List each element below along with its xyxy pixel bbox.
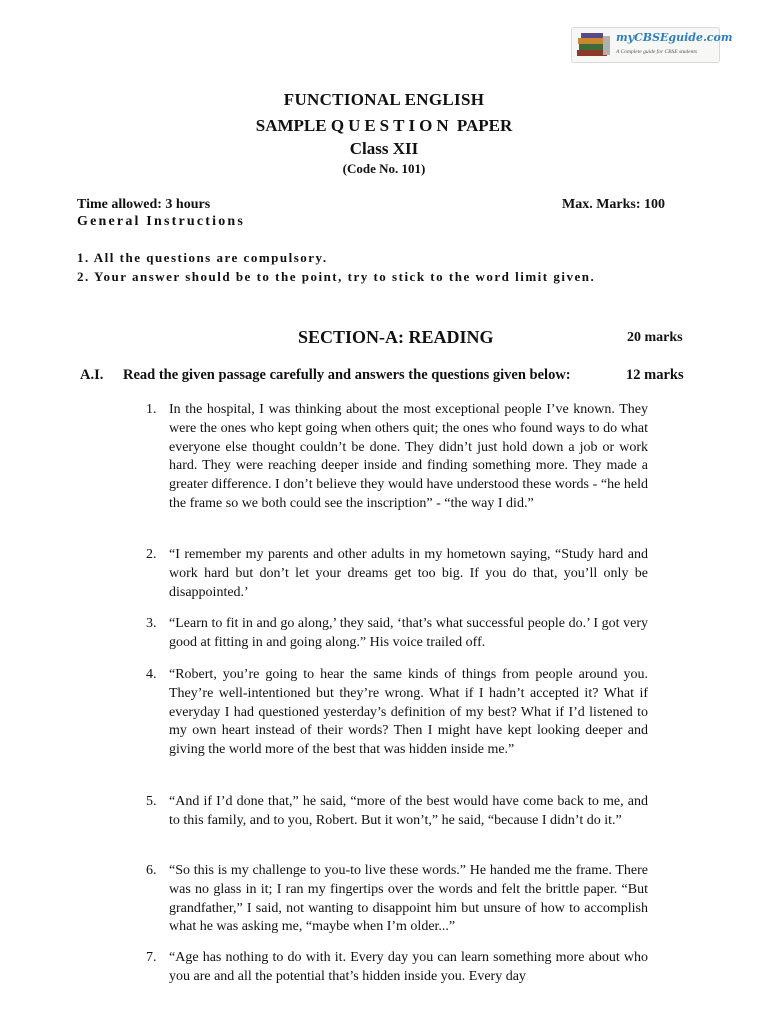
passage-paragraph	[146, 949, 648, 987]
paragraph-text: “Learn to fit in and go along,’ they said, ‘that’s what successful people do.’ I got very good at fitting in and going along.” His voice trailed off.	[169, 616, 648, 650]
paragraph-number: 6.	[146, 863, 157, 878]
section-marks: 20 marks	[627, 330, 683, 345]
class-label: Class XII	[349, 139, 419, 158]
paragraph-text: “And if I’d done that,” he said, “more of the best would have come back to me, and to this family, and to you, Robert. But it won’t,” he said, “because I didn’t do it.”	[169, 794, 648, 828]
max-marks: Max. Marks: 100	[562, 197, 666, 212]
paragraph-number: 3.	[146, 616, 157, 631]
passage-paragraph	[146, 401, 648, 514]
question-marks: 12 marks	[626, 367, 684, 383]
question-text: Read the given passage carefully and answers the questions given below:	[123, 367, 571, 383]
paragraph-text: “I remember my parents and other adults in my hometown saying, “Study hard and work hard but don’t let your dreams get too big. If you do that, you’ll only be disappointed.’	[169, 547, 648, 600]
subtitle-pre: SAMPLE	[255, 116, 331, 135]
paragraph-number: 1.	[146, 402, 157, 417]
logo-tagline: A Complete guide for CBSE students	[616, 49, 698, 55]
question-number: A.I.	[80, 367, 104, 383]
paragraph-text: “Robert, you’re going to hear the same kinds of things from people around you. They’re well-intentioned but they’re wrong. What if I hadn’t accepted it? What if everyday I had questioned yesterday’s definition of my best? What if I’d listened to my own heart instead of their words? Then I might have kept looking deeper and giving the world more of the best that was hidden inside me.”	[169, 667, 648, 758]
paragraph-number: 4.	[146, 667, 157, 682]
subtitle-spaced: QUESTION	[330, 116, 453, 135]
time-allowed: Time allowed: 3 hours	[77, 197, 211, 212]
passage-paragraph	[146, 615, 648, 653]
paragraph-number: 2.	[146, 547, 157, 562]
paragraph-number: 5.	[146, 794, 157, 809]
subject-code: (Code No. 101)	[342, 161, 426, 176]
paper-title: FUNCTIONAL ENGLISH	[283, 90, 485, 109]
passage-paragraph	[146, 666, 648, 760]
paragraph-text: “Age has nothing to do with it. Every day you can learn something more about who you are and all the potential that’s hidden inside you. Every day	[169, 950, 648, 984]
subtitle-post: PAPER	[452, 116, 513, 135]
logo-name: myCBSEguide.com	[616, 31, 733, 44]
mycbseguide-logo	[571, 27, 733, 63]
paragraph-number: 7.	[146, 950, 157, 965]
passage-paragraph	[146, 546, 648, 602]
general-instructions-heading: General Instructions	[77, 214, 246, 229]
paragraph-text: “So this is my challenge to you-to live these words.” He handed me the frame. There was no glass in it; I ran my fingertips over the words and felt the brittle paper. “But grandfather,” I said, not wanting to disappoint him but unsure of how to accomplish what he was asking me, “maybe when I’m older...”	[169, 863, 648, 935]
books-icon	[575, 31, 613, 59]
paper-subtitle	[0, 116, 768, 136]
instruction-2: 2. Your answer should be to the point, try to stick to the word limit given.	[77, 269, 596, 284]
passage-paragraph	[146, 862, 648, 937]
section-title: SECTION-A: READING	[298, 327, 494, 347]
passage-paragraph	[146, 793, 648, 831]
instruction-1: 1. All the questions are compulsory.	[77, 250, 328, 265]
paragraph-text: In the hospital, I was thinking about the most exceptional people I’ve known. They were the ones who kept going when others quit; the ones who found ways to do what everyone else thought couldn’t be done. They didn’t just hold down a job or work hard. They were reaching deeper inside and finding something more. They made a greater difference. I don’t believe they would have understood these words - “he held the frame so we both could see the inscription” - “the way I did.”	[169, 402, 648, 511]
